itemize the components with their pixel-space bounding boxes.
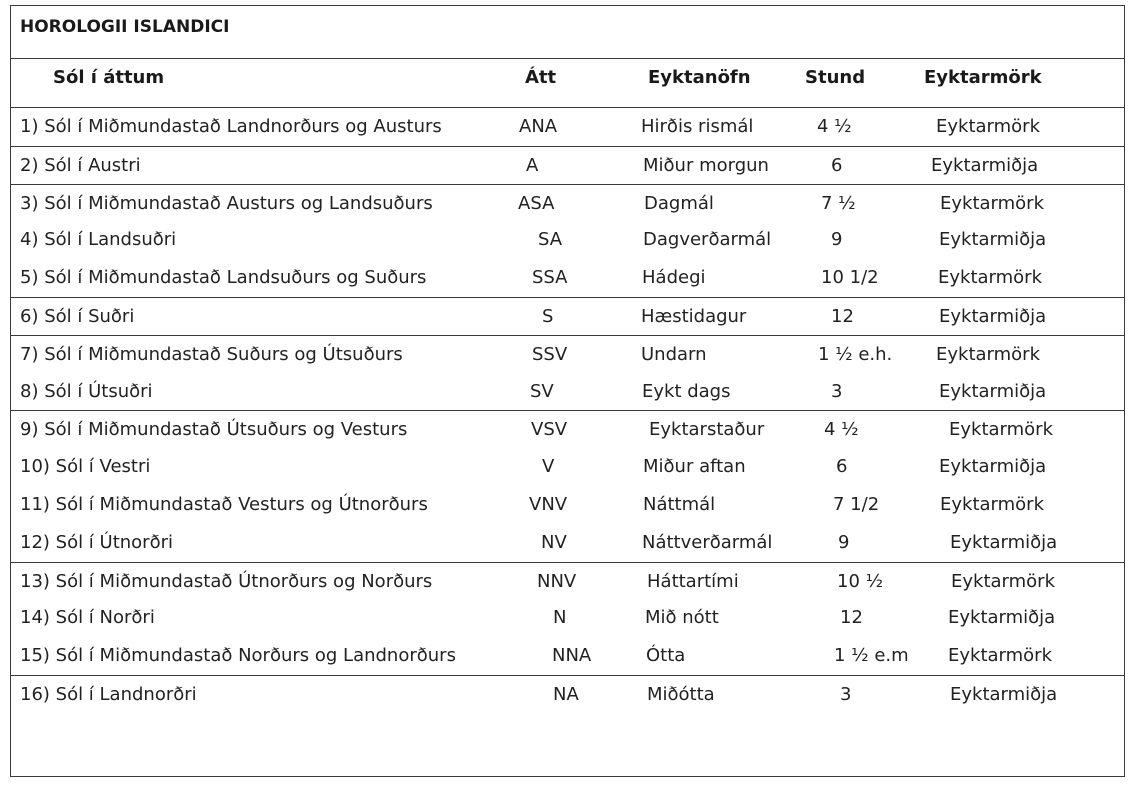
cell-sol: 12) Sól í Útnorðri: [20, 531, 173, 553]
cell-eyktanofn: Hirðis rismál: [641, 116, 754, 137]
cell-eyktarmork: Eyktarmiðja: [931, 154, 1039, 176]
cell-sol: 4) Sól í Landsuðri: [20, 229, 177, 251]
cell-eyktanofn: Hæstidagur: [641, 306, 747, 327]
table-row: [11, 146, 1124, 185]
cell-eyktarmork: Eyktarmiðja: [950, 531, 1058, 553]
table-row: [11, 637, 1124, 675]
cell-sol: 2) Sól í Austri: [20, 154, 141, 176]
cell-eyktarmork: Eyktarmiðja: [948, 607, 1056, 629]
cell-att: NNV: [537, 570, 577, 592]
cell-eyktanofn: Undarn: [641, 343, 707, 365]
table-row: [11, 108, 1124, 146]
cell-eyktanofn: Ótta: [646, 645, 686, 667]
cell-stund: 6: [831, 154, 843, 176]
cell-stund: 3: [831, 380, 843, 402]
cell-sol: 8) Sól í Útsuðri: [20, 380, 153, 402]
cell-sol: 1) Sól í Miðmundastað Landnorðurs og Austurs: [20, 116, 442, 137]
cell-att: SA: [538, 229, 563, 251]
cell-eyktanofn: Mið nótt: [645, 607, 719, 629]
cell-eyktanofn: Miður morgun: [643, 154, 769, 176]
cell-eyktanofn: Eyktarstaður: [649, 419, 765, 441]
cell-stund: 4 ½: [824, 419, 859, 441]
cell-eyktarmork: Eyktarmiðja: [939, 380, 1047, 402]
cell-stund: 12: [831, 306, 854, 327]
cell-att: NNA: [552, 645, 592, 667]
cell-eyktarmork: Eyktarmiðja: [939, 229, 1047, 251]
cell-sol: 3) Sól í Miðmundastað Austurs og Landsuðurs: [20, 192, 433, 214]
cell-sol: 16) Sól í Landnorðri: [20, 684, 197, 705]
cell-eyktarmork: Eyktarmörk: [949, 419, 1053, 441]
cell-eyktanofn: Miðótta: [647, 684, 715, 705]
cell-eyktanofn: Miður aftan: [643, 456, 746, 478]
cell-att: SSV: [532, 343, 568, 365]
cell-eyktanofn: Náttmál: [643, 494, 716, 515]
cell-att: NV: [541, 531, 567, 553]
table-title: HOROLOGII ISLANDICI: [20, 17, 230, 37]
horologii-table: [10, 5, 1125, 777]
cell-att: VNV: [529, 494, 568, 515]
cell-stund: 1 ½ e.h.: [818, 343, 893, 365]
cell-eyktarmork: Eyktarmörk: [948, 645, 1052, 667]
cell-sol: 10) Sól í Vestri: [20, 456, 151, 478]
table-row: [11, 184, 1124, 223]
header-eyktanofn: Eyktanöfn: [648, 67, 751, 88]
cell-stund: 10 ½: [837, 570, 884, 592]
cell-eyktarmork: Eyktarmörk: [951, 570, 1055, 592]
cell-sol: 13) Sól í Miðmundastað Útnorðurs og Norðurs: [20, 570, 433, 592]
cell-stund: 10 1/2: [821, 267, 879, 289]
cell-att: ANA: [519, 116, 558, 137]
table-row: [11, 335, 1124, 374]
table-row: [11, 599, 1124, 637]
cell-att: SV: [530, 380, 554, 402]
cell-stund: 7 1/2: [833, 494, 880, 515]
cell-eyktanofn: Háttartími: [647, 570, 739, 592]
cell-eyktarmork: Eyktarmörk: [938, 267, 1042, 289]
header-stund: Stund: [805, 67, 866, 88]
cell-eyktarmork: Eyktarmiðja: [939, 456, 1047, 478]
table-row: [11, 373, 1124, 411]
cell-sol: 7) Sól í Miðmundastað Suðurs og Útsuðurs: [20, 343, 403, 365]
table-row: [11, 562, 1124, 601]
cell-eyktarmork: Eyktarmörk: [940, 192, 1044, 214]
cell-sol: 9) Sól í Miðmundastað Útsuðurs og Vesturs: [20, 419, 408, 441]
table-row: [11, 448, 1124, 486]
cell-stund: 7 ½: [821, 192, 856, 214]
cell-sol: 14) Sól í Norðri: [20, 607, 155, 629]
cell-eyktanofn: Náttverðarmál: [642, 531, 773, 553]
cell-stund: 4 ½: [817, 116, 852, 137]
table-row: [11, 486, 1124, 524]
header-eyktarmork: Eyktarmörk: [924, 67, 1042, 88]
cell-att: S: [542, 306, 554, 327]
cell-eyktarmork: Eyktarmiðja: [939, 306, 1047, 327]
cell-att: A: [526, 154, 539, 176]
cell-eyktanofn: Dagverðarmál: [643, 229, 772, 251]
table-row: [11, 259, 1124, 297]
table-row: [11, 297, 1124, 336]
cell-sol: 6) Sól í Suðri: [20, 306, 135, 327]
cell-stund: 6: [836, 456, 848, 478]
cell-att: ASA: [518, 192, 555, 214]
cell-sol: 11) Sól í Miðmundastað Vesturs og Útnorðurs: [20, 494, 428, 515]
cell-att: SSA: [532, 267, 568, 289]
cell-att: N: [553, 607, 567, 629]
cell-stund: 1 ½ e.m: [834, 645, 909, 667]
cell-stund: 12: [840, 607, 863, 629]
cell-eyktarmork: Eyktarmörk: [940, 494, 1044, 515]
cell-eyktarmork: Eyktarmiðja: [950, 684, 1058, 705]
cell-eyktarmork: Eyktarmörk: [936, 343, 1040, 365]
cell-eyktanofn: Hádegi: [642, 267, 706, 289]
cell-att: VSV: [531, 419, 568, 441]
cell-sol: 15) Sól í Miðmundastað Norðurs og Landnorðurs: [20, 645, 456, 667]
table-row: [11, 410, 1124, 449]
cell-eyktarmork: Eyktarmörk: [936, 116, 1040, 137]
cell-stund: 9: [838, 531, 850, 553]
table-row: [11, 524, 1124, 562]
table-row: [11, 221, 1124, 259]
cell-eyktanofn: Eykt dags: [642, 380, 731, 402]
header-sol-i-attum: Sól í áttum: [53, 67, 165, 88]
title-divider: [11, 58, 1124, 59]
cell-stund: 3: [840, 684, 852, 705]
cell-sol: 5) Sól í Miðmundastað Landsuðurs og Suðurs: [20, 267, 427, 289]
cell-eyktanofn: Dagmál: [644, 192, 714, 214]
cell-stund: 9: [831, 229, 843, 251]
table-row: [11, 675, 1124, 714]
cell-att: V: [542, 456, 555, 478]
cell-att: NA: [553, 684, 579, 705]
header-att: Átt: [525, 67, 557, 88]
